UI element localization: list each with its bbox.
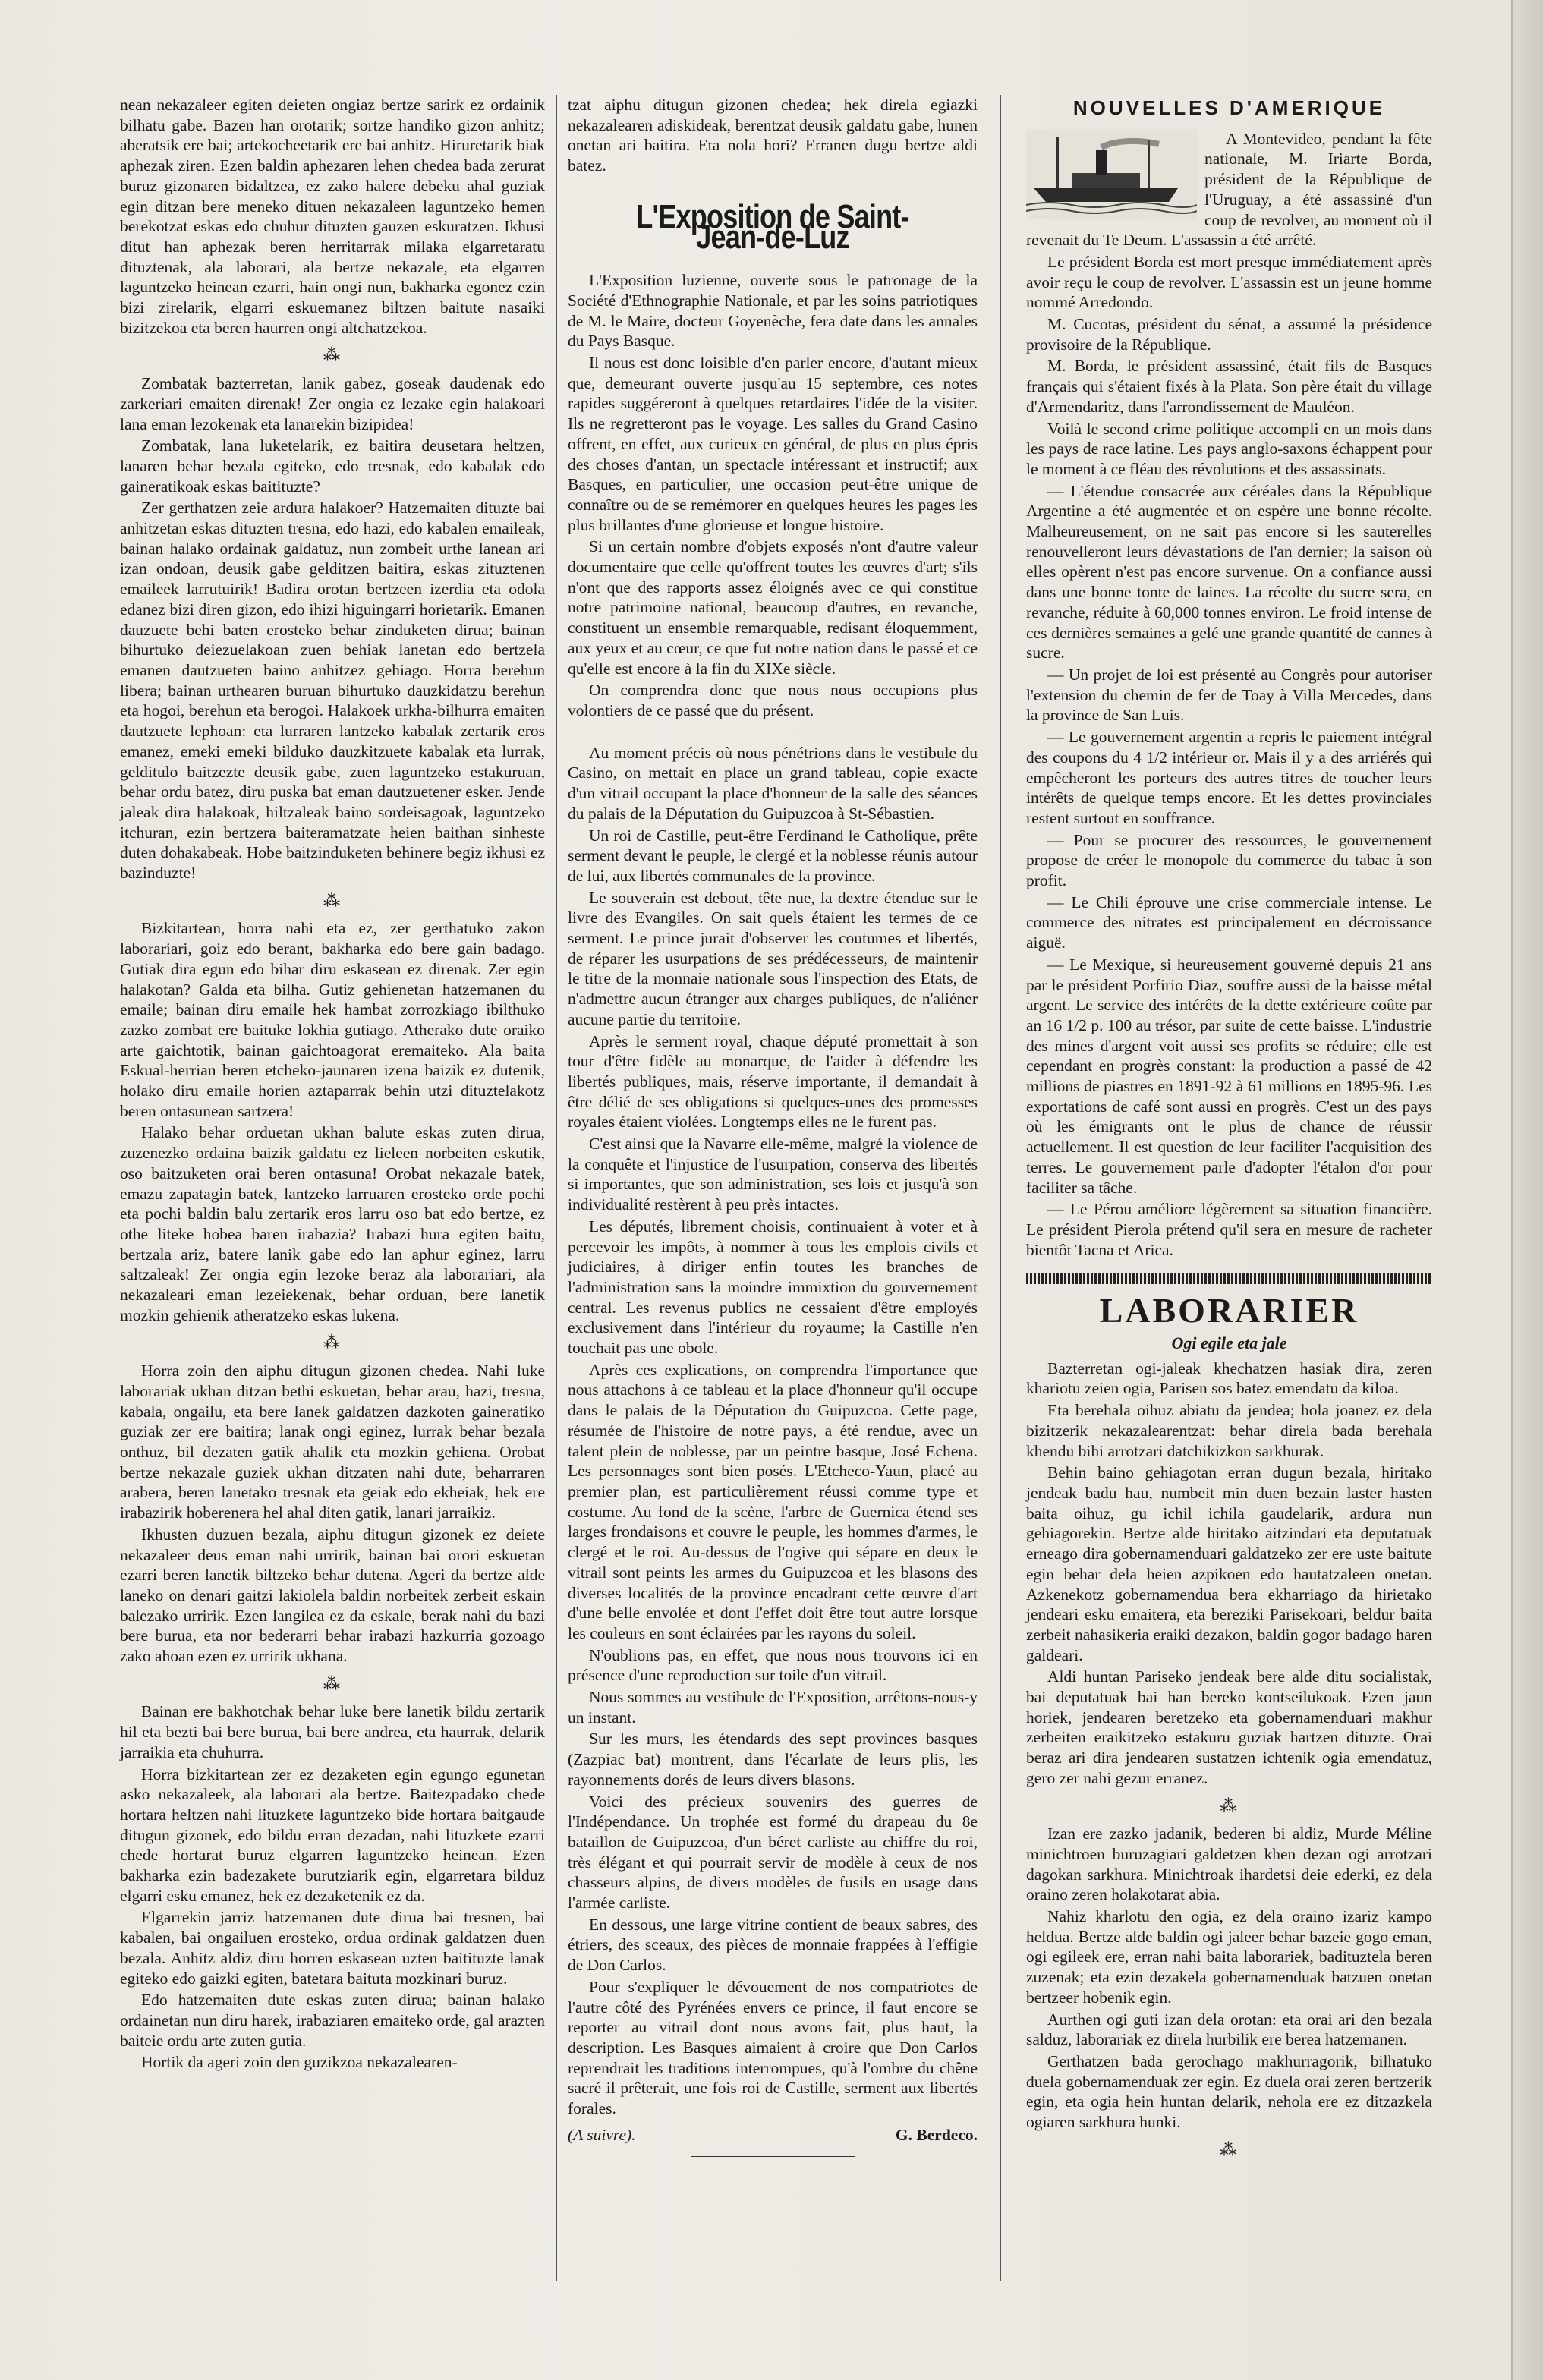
paragraph: Zombatak bazterretan, lanik gabez, goseak daudenak edo zarkeriari emaiten direnak! Zer ongia ez lezake egin halakoari lana eman lezokenak eta lanarekin bizipidea! [120,374,545,433]
paragraph: Ikhusten duzuen bezala, aiphu ditugun gizonek ez deiete nekazaleer deus eman nahi urririk, bainan bai orori eskuetan ezarri beren lanetik biltzeko behar dutena. Ageri da bertze alde laneko on denari gaitzi lakiolela baldin norbeitek zerbeit eskain balezako urririk. Ezen langilea ez da eskale, berak nahi du bazi bere burua, eta nor bederarri behar irabazi hazkurria gozoago zako ahoan ezen ez urririk ukhana. [120,1525,545,1666]
section-title: NOUVELLES D'AMERIQUE [1072,96,1386,119]
column-basque-article [120,95,545,2074]
paragraph: — Le Chili éprouve une crise commerciale intense. Le commerce des nitrates est principalement en décroissance aiguë. [1026,892,1432,952]
paragraph: M. Borda, le président assassiné, était fils de Basques français qui s'étaient fixés à la Plata. Son père était du village d'Armendaritz, dans l'arrondissement de Mauléon. [1026,357,1432,416]
paragraph: — Pour se procurer des ressources, le gouvernement propose de créer le monopole du commerce du tabac à son profit. [1026,830,1432,890]
paragraph: En dessous, une large vitrine contient de beaux sabres, des étriers, des sceaux, des pièces de monnaie frappées à l'effigie de Don Carlos. [568,1915,978,1975]
page-edge [1511,0,1543,2380]
paragraph: Elgarrekin jarriz hatzemanen dute dirua bai tresnen, bai kabalen, bai ongailuen erosteko, ordua ordinak galdatzen duen bezala. Anhitz aldiz diru horren eskasean uzten baitituzte lanak egiteko edo gaizki egiten, batetara baituta mozkinari buruz. [120,1908,545,1988]
article-title: L'Exposition de Saint-Jean-de-Luz [636,197,909,256]
paragraph: Zombatak, lana luketelarik, ez baitira deusetara heltzen, lanaren behar bezala egiteko, edo tresnak, edo kabalak edo gaineratikoak eskas baitituzte? [120,436,545,496]
paragraph: M. Cucotas, président du sénat, a assumé la présidence provisoire de la République. [1026,315,1432,354]
paragraph: Bazterretan ogi-jaleak khechatzen hasiak dira, zeren khariotu zeien ogia, Parisen sos batez emendatu da kiloa. [1026,1358,1432,1398]
paragraph: — Le gouvernement argentin a repris le paiement intégral des coupons du 4 1/2 intérieur or. Mais il y a des arriérés qui empêcheront les porteurs des autres titres de toucher leurs intérêts de quelque temps encore. Et les dettes provinciales restent surtout en souffrance. [1026,728,1432,827]
paragraph: Bainan ere bakhotchak behar luke bere lanetik bildu zertarik hil eta bezti bai bere burua, bai bere andrea, eta haurrak, delarik jarraikia eta chuhurra. [120,1702,545,1761]
paragraph: Gerthatzen bada gerochago makhurragorik, bilhatuko duela gobernamenduak zer egin. Ez duela orai zeren bertzerik egin, eta ogia hein huntan delarik, nehola ere ez ditzazkela ogiaren sarkhura hunki. [1026,2051,1432,2132]
paragraph: Après ces explications, on comprendra l'importance que nous attachons à ce tableau et la place d'honneur qu'il occupe dans le palais de la Députation du Guipuzcoa. Cette page, résumée de l'histoire de notre pays, a été rendue, avec un talent plein de noblesse, par un peintre basque, José Echena. Les personnages sont bien posés. L'Etcheco-Yaun, placé au premier plan, est particulièrement réussi comme type et costume. Au fond de la scène, l'arbre de Guernica étend ses larges frondaisons et couvre le peuple, les hommes d'armes, le clergé et le roi. Au-dessus de l'ogive qui sépare en deux le vitrail sont peints les armes du Guipuzcoa et les blasons des diverses localités de la province encadrant cette œuvre d'art d'une belle envolée et dont l'effet doit être tout autre lorsque les couleurs en sont éclairées par les rayons du soleil. [568,1360,978,1642]
to-be-continued: (A suivre). [568,2125,636,2144]
paragraph: Un roi de Castille, peut-être Ferdinand le Catholique, prête serment devant le peuple, le clergé et la noblesse réunis autour de lui, aux libertés communales de la province. [568,826,978,885]
paragraph: C'est ainsi que la Navarre elle-même, malgré la violence de la conquête et l'injustice de l'usurpation, conserva des libertés si importantes, que son administration, ses lois et jusqu'à son individualité restèrent à peu près intactes. [568,1135,978,1214]
divider [691,2156,855,2157]
section-title: LABORARIER [1099,1291,1359,1330]
paragraph: Sur les murs, les étendards des sept provinces basques (Zazpiac bat) montrent, dans l'écarlate de leurs plis, les rayonnements dorés de leurs divers blasons. [568,1730,978,1789]
paragraph-group-b [568,743,978,2119]
ornament: ⁂ [323,1673,342,1693]
paragraph: Hortik da ageri zoin den guzikzoa nekazalearen- [141,2053,458,2072]
paragraph: Les députés, librement choisis, continuaient à voter et à percevoir les impôts, à nommer à tous les emplois civils et judiciaires, à diriger enfin toutes les branches de l'administration sans la moindre immixtion du gouvernement central. Les revenus publics ne cessaient d'être employés exclusivement dans l'intérieur du royaume; la Castille n'en touchait pas une obole. [568,1217,978,1358]
paragraph: nean nekazaleer egiten deieten ongiaz bertze sarirk ez ordainik bilhatu gabe. Bazen han orotarik; sortze handiko gizon anhitz; aberatsik ere bai; artekocheetarik ere bai anhitz. Hiruretarik biak aphezak ziren. Ezen baldin aphezaren lehen chedea bada zerurat buruz gizonaren bidaltzea, ez zako halere debeku ahal guziak egin ditzan bere meneko dituen nekazaleen laguntzeko hemen berekotzat eskas edo chuhur dituzten gauzen eskuratzen. Ikhusi ditut han aphezak beren herritarrak milaka elgarretaratu dituztenak, ala laborari, ala bertze nekazale, eta elgarren laguntzeko heinean ezarri, hain ongi nun, bakharka egonez ezin bizi zirelarik, elgarri eskuemanez biltzen baitute nasaiki bizitzekoa eta beren haurren ongi altchatzekoa. [120,96,545,337]
section-divider-bar [1026,1273,1432,1284]
signature-line [568,2125,978,2145]
ornament: ⁂ [1220,1796,1239,1815]
paragraph-group-d [1026,1824,1432,2133]
paragraph: — Le Mexique, si heureusement gouverné depuis 21 ans par le président Porfirio Diaz, souffre aussi de la baisse métal argent. Le service des intérêts de la dette extérieure coûte par an 16 1/2 p. 100 au trésor, par suite de cette baisse. L'industrie des mines d'argent voit aussi ses profits se réduire; elle est cependant en progrès constant: la production a passé de 42 millions de piastres en 1891-92 à 61 millions en 1895-96. Les exportations de café sont aussi en progrès. C'est un des pays où les émigrants ont le plus de chance de réussir actuellement. Il est question de leur faciliter l'acquisition des terres. Le gouvernement parle d'adopter l'étalon d'or pour faciliter sa tâche. [1026,955,1432,1197]
paragraph-group-d [120,1361,545,1667]
author-signature: G. Berdeco. [895,2125,978,2144]
paragraph: Voici des précieux souvenirs des guerres de l'Indépendance. Un trophée est formé du drapeau du 8e bataillon de Guipuzcoa, d'un béret carliste au chiffre du roi, très élégant et qui pourrait servir de modèle à ceux de nos chasseurs alpins, de divers modèles de fusils en usage dans l'armée carliste. [568,1792,978,1912]
paragraph-group-c [120,918,545,1325]
paragraph: Après le serment royal, chaque député promettait à son tour d'être fidèle au monarque, de l'aider à défendre les libertés publiques, mais, réserve importante, il demandait à être délié de ses obligations si quelques-unes des promesses royales étaient violées. Longtemps elles ne le furent pas. [568,1031,978,1132]
paragraph-group-e [120,1702,545,2073]
paragraph-group-a [120,95,545,338]
paragraph-group-b [1026,481,1432,1261]
paragraph: Bizkitartean, horra nahi eta ez, zer gerthatuko zakon laborariari, goiz edo berant, bakharka edo bere gain badago. Gutiak dira egun edo bihar diru eskasean ez direnak. Zer egin halakotan? Galda eta bilha. Gutiz gehienetan hatzemanen du emaile; bainan diru emaile hek hambat zorrozkiago ibilthuko zazko zombat ere baituke lokhia gutiago. Atherako dute oraiko arte gaichtotik, bainan gaichtoagorat eremaiteko. Ala baita Eskual-herrian beren etcheko-jaunaren izena baizik ez dutenik, holako diru emaile horien aztaparrak behin utzi dituztelakotz beren ontasunean sartzera! [120,919,545,1120]
column-rule [1000,95,1001,2281]
paragraph: Nous sommes au vestibule de l'Exposition, arrêtons-nous-y un instant. [568,1688,978,1727]
paragraph: Voilà le second crime politique accompli en un mois dans les pays de race latine. Les pays anglo-saxons échappent pour le moment à ce fléau des révolutions et des assassinats. [1026,419,1432,478]
column-nouvelles-laborarier [1026,95,1432,2168]
ornament: ⁂ [323,345,342,365]
paragraph: Zer gerthatzen zeie ardura halakoer? Hatzemaiten dituzte bai anhitzetan eskas dituzten tresna, edo hazi, edo kabalen emaileak, bainan halako ordainak galdatuz, nun zombeit urthe lanean ari izan ondoan, deusik gabe gelditzen baitira, eskas zituztenen emaileek larrutuirik! Badira orotan bertzeen izerdia eta odola edanez bizi diren gizon, edo ihizi higuingarri horietarik. Emanen dauzuete behi baten erosteko behar zinduketen dirua; bainan bihurtuko deiezuelakoan zuen behiak lanetan edo bertzela emanen dautzueten baino anhitzez gehiago. Horra berehun libera; bainan urthearen buruan bihurtuko dauzkidatzu berehun eta hogoi, berehun eta berogoi. Halakoek urkha-bilhurra emaiten dautzuete lephoan: eta lurraren lantzeko kabalak zertarik eros emanez, emeki emeki bilduko dauzkitzuete kabalak eta lurrak, gelditulo baitzezte deusik gabe, zuen laguntzeko estakuruan, behar ordu batez, diru puska bat eman dautzuetener esker. Jende jaleak dira halakoak, hiltzaleak baino sordeisagoak, laguntzeko itchuran, ezin bertzera baiteramatzate heien baithan sinheste duten dohakabeak. Hobe baitzinduketen behinere begiz ikhusi ez bazinduzte! [120,499,545,883]
paragraph-group-b [120,373,545,883]
paragraph: Behin baino gehiagotan erran dugun bezala, hiritako jendeak badu hau, numbeit min duen bezain laster hasten baita oihuz, gu ichil ichila gaudelarik, ardura nun gehiagorekin. Bertze alde hiritako aitzindari eta deputatuak erneago dira gobernamenduari galdatzeko zer ere uste baitute egin behar dela heien azpikoen edo hautatzaleen onetan. Azkenekotz gobernamendua bera ekharriago da hirietako jendeari esku emaitera, eta bereziki Parisekoari, beldur baita zerbeit nahasikeria eraiki dezakon, baldin gogor badago haren galdeari. [1026,1463,1432,1664]
paragraph: L'Exposition luzienne, ouverte sous le patronage de la Société d'Ethnographie Nationale, et par les soins patriotiques de M. le Maire, docteur Goyenèche, fera date dans les annales du Pays Basque. [568,271,978,351]
paragraph: — L'étendue consacrée aux céréales dans la République Argentine a été augmentée et on espère une bonne récolte. Malheureusement, on ne sait pas encore si les sauterelles renouvelleront leurs dévastations de l'an dernier; la saison où elles opèrent n'est pas encore survenue. On a confiance aussi dans une bonne tonte de laines. La récolte du sucre sera, en revanche, réduite à 60,000 tonnes environ. Le froid intense de ces dernières semaines a gelé une grande quantité de cannes à sucre. [1026,481,1432,663]
paragraph: Au moment précis où nous pénétrions dans le vestibule du Casino, on mettait en place un grand tableau, copie exacte d'un vitrail occupant la place d'honneur de la salle des séances du palais de la Députation du Guipuzcoa à St-Sébastien. [568,743,978,823]
paragraph: Nahiz kharlotu den ogia, ez dela oraino izariz kampo heldua. Bertze alde baldin ogi jaleer behar bazeie gogo eman, ogi egileek ere, erran nahi baita laborariek, badituztela beren zuzenak; eta ezin dezakela gobernamenduak batzuen onetan bertzeer hobenik egin. [1026,1907,1432,2007]
paragraph: Eta berehala oihuz abiatu da jendea; hola joanez ez dela bizitzerik nekazalearentzat: behar direla bada berehala khendu bihi arrotzari datchikizkon sarkhurak. [1026,1401,1432,1460]
paragraph: Halako behar orduetan ukhan balute eskas zuten dirua, zuzenezko ordaina baizik galdatu ez lieleen norbeiten eskutik, oso baitzuketen orai beren ontasuna! Orobat nekazale batek, emazu zapatagin batek, lantzeko larruaren erosteko orde pochi eta pochi baldin balu zertarik eros larru oso bat edo bertze, ez othe liteke hobea baren irabazia? Irabazi hura egiten baitu, bertzala ariz, batere lanik gabe edo lan aphur eginez, larru saltzaleak! Zer ongia egin lezoke beraz ala laborariari, ala nekazaleari eman lezeiekenak, behar orduan, bere lanetik mozkin gehienik atheratzeko eskas lukena. [120,1123,545,1324]
paragraph: Horra zoin den aiphu ditugun gizonen chedea. Nahi luke laborariak ukhan ditzan bethi eskuetan, behar arau, hazi, tresna, kabala, ongailu, eta bere lanek galdatzen dazkoten gaineratiko guziak zer ere baitira; lanak ongi eginez, lurrak behar bezala onthuz, bil dezaten gatik ahalik eta mozkin gehiena. Orobat bertze nekazale guziek ukhan ditzaten nahi dute, beharraren arabera, beren lanetako tresnak eta geiak edo ekheiak, hek ere irabazirik hoberenera hel ahal diten gatik, lanari jarraikiz. [120,1362,545,1522]
ornament: ⁂ [323,1333,342,1352]
ornament: ⁂ [323,890,342,910]
paragraph: Le président Borda est mort presque immédiatement après avoir reçu le coup de revolver. L'assassin est un jeune homme nommé Arredondo. [1026,252,1432,312]
paragraph: — Le Pérou améliore légèrement sa situation financière. Le président Pierola prétend qu'il sera en mesure de racheter bientôt Tacna et Arica. [1026,1200,1432,1259]
column-rule [556,95,557,2281]
paragraph: Pour s'expliquer le dévouement de nos compatriotes de l'autre côté des Pyrénées envers ce prince, il faut encore se reporter au vitrail dont nous avons fait, plus haut, la description. Les Basques aimaient à croire que Don Carlos reprendrait les traditions interrompues, qu'à l'ombre du chêne sacré il prêterait, une fois roi de Castille, serment aux libertés forales. [568,1977,978,2118]
paragraph: Horra bizkitartean zer ez dezaketen egin egungo egunetan asko nekazaleek, ala laborari ala bertze. Baitezpadako chede hortara heltzen nahi lituzkete laguntzeko bide hortara baitgaude ditugun gizonek, edo bildu erran dezadan, nahi lituzkete ezarri chede hortarat buruz elgarren laguntzeko heinean. Ezen bakharka ezin badezakete burutziarik egin, elgarretara bilduz elgarri esku emanez, hek ez dezaketenik ez da. [120,1765,545,1905]
column-exposition [568,95,978,2168]
section-subtitle: Ogi egile eta jale [1171,1333,1287,1353]
paragraph: Le souverain est debout, tête nue, la dextre étendue sur le livre des Evangiles. On sait quels étaient les termes de ce serment. Le prince jurait d'observer les coutumes et libertés, de réparer les usurpations de ses prédécesseurs, de maintenir le titre de la monnaie nationale sous l'inspection des Etats, de n'admettre aucun étranger aux charges publiques, de n'aliéner aucune partie du territoire. [568,888,978,1028]
paragraph: Izan ere zazko jadanik, bederen bi aldiz, Murde Méline minichtroen buruzagiari galdetzen khen dezan ogi arrotzari dagokan sarkhura. Minichtroak ihardetsi deie ederki, ez dela oraino zeren holakotarat abia. [1026,1824,1432,1904]
paragraph: Aldi huntan Pariseko jendeak bere alde ditu socialistak, bai deputatuak bai han bereko kontseilukoak. Ezen jaun horiek, jendearen beretzeko eta gobernamenduari makhur zerbeiten eraikitzeko estakuru guziak hartzen dituzte. Orai beraz ari dira jendearen sustatzen ichtenik ogia emendatuz, gero zer nahi gezur erranez. [1026,1667,1432,1787]
paragraph-group-a [568,270,978,720]
paragraph: N'oublions pas, en effet, que nous nous trouvons ici en présence d'une reproduction sur toile d'un vitrail. [568,1645,978,1685]
paragraph: Edo hatzemaiten dute eskas zuten dirua; bainan halako ordainetan nun diru harek, irabaziaren emaiteko orde, gal arazten baiteie ordu arte zuten gutia. [120,1991,545,2050]
ornament: ⁂ [1220,2139,1239,2159]
paragraph-group-c [1026,1358,1432,1789]
paragraph: tzat aiphu ditugun gizonen chedea; hek direla egiazki nekazalearen adiskideak, berentzat deusik galdatu gabe, hunen onetan ari baitira. Eta nola hori? Erranen dugu bertze aldi batez. [568,96,978,175]
paragraph: Aurthen ogi guti izan dela orotan: eta orai ari den bezala salduz, laborariak ez direla hurbilik ere berea hatzemanen. [1026,2010,1432,2049]
paragraph: On comprendra donc que nous nous occupions plus volontiers de ce passé que du présent. [568,681,978,719]
paragraph: Si un certain nombre d'objets exposés n'ont d'autre valeur documentaire que celle qu'offrent toutes les œuvres d'art; s'ils n'ont que des rapports assez éloignés avec ce qui constitue notre patrimoine national, beaucoup d'autres, en revanche, constituent un ensemble remarquable, redisant éloquemment, aux yeux et au cœur, ce que fut notre nation dans le passé et ce qu'elle est encore à la fin du XIXe siècle. [568,537,978,678]
paragraph: Il nous est donc loisible d'en parler encore, d'autant mieux que, demeurant ouverte jusqu'au 15 septembre, ces notes rapides suggéreront à quelques retardaires l'idée de la visiter. Ils ne regretteront pas le voyage. Les salles du Grand Casino offrent, en effet, aux curieux en général, de plus en plus épris des choses d'antan, un spectacle intéressant et instructif; aux Basques, en particulier, une occasion peut-être unique de connaître ou de se remémorer en quelques heures les pages les plus brillantes d'une glorieuse et longue histoire. [568,354,978,534]
steamship-illustration [1026,129,1197,219]
paragraph: — Un projet de loi est présenté au Congrès pour autoriser l'extension du chemin de fer de Toay à Villa Mercedes, dans la province de San Luis. [1026,665,1432,725]
paragraph: A Montevideo, pendant la fête nationale, M. Iriarte Borda, président de la République de l'Uruguay, a été assassiné d'un coup de revolver, au moment où il revenait du Te Deum. L'assassin a été arrêté. [1026,129,1432,250]
